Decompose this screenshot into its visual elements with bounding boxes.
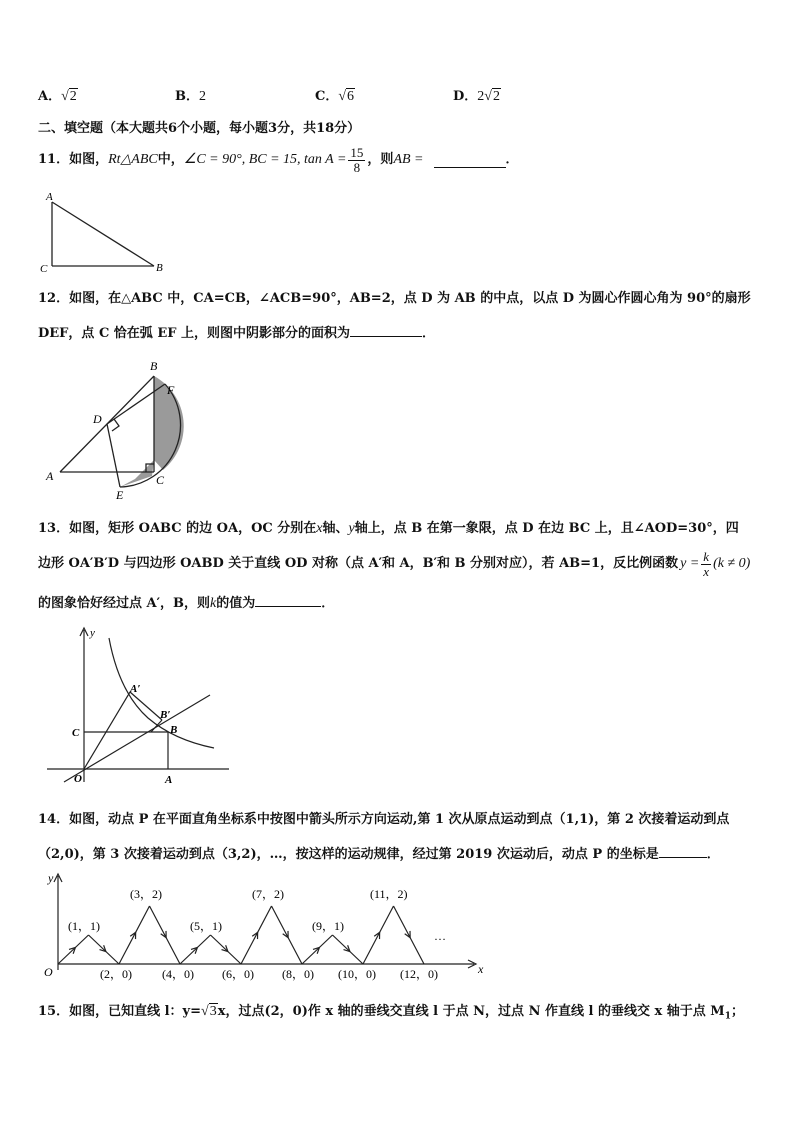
question-13-line3: 的图象恰好经过点 A′，B，则k的值为 ．: [38, 592, 334, 613]
question-13-line2: 边形 OA′B′D 与四边形 OABD 关于直线 OD 对称（点 A′和 A，B′和 B 分别对应），若 AB=1，反比例函数 y = $\frac{k}{x}$ (k ≠ 0): [38, 548, 751, 579]
label-x: x: [478, 962, 484, 976]
option-d: D．2√2: [453, 89, 500, 104]
question-14-line1: 14．如图，动点 P 在平面直角坐标系中按图中箭头所示方向运动,第 1 次从原点运动到点（1,1)，第 2 次接着运动到点: [38, 812, 730, 827]
q14-zigzag-figure: [36, 870, 486, 984]
label-y: y: [90, 627, 95, 639]
label-b-prime: B′: [160, 709, 171, 721]
label-c: C: [40, 263, 48, 275]
label-bottom-1: (2，0): [100, 967, 132, 981]
label-f: F: [167, 383, 175, 397]
label-o: O: [44, 965, 53, 979]
question-13-line1: 13．如图，矩形 OABC 的边 OA，OC 分别在x轴、y轴上，点 B 在第一象限，点 D 在边 BC 上，且∠AOD=30°，四: [38, 521, 739, 536]
path-segment-10: [333, 935, 364, 964]
answer-blank[interactable]: [255, 592, 321, 607]
question-11: 11．如图， Rt△ABC 中， ∠C = 90°, BC = 15, tan A = $\frac{15}{8}$ ，则 AB = ．: [38, 144, 519, 175]
path-segment-5: [180, 935, 211, 964]
path-segment-4: [150, 906, 181, 964]
label-o: O: [74, 773, 82, 785]
path-segment-6: [211, 935, 242, 964]
sqrt-symbol: √: [338, 89, 347, 104]
label-bottom-2: (4，0): [162, 967, 194, 981]
q13-coordinate-figure: [44, 622, 234, 790]
label-peak-3: (5，1): [190, 919, 222, 933]
path-segment-9: [302, 935, 333, 964]
option-c: C．√6: [315, 89, 355, 104]
label-c: C: [72, 727, 80, 739]
question-15: 15．如图，已知直线 l：y=√3x，过点(2，0)作 x 轴的垂线交直线 l 于点 N，过点 N 作直线 l 的垂线交 x 轴于点 $M_1$；: [38, 1004, 744, 1022]
answer-blank[interactable]: [659, 843, 707, 858]
label-peak-4: (7，2): [252, 887, 284, 901]
path-segment-7: [241, 906, 272, 964]
label-a: A: [46, 191, 53, 203]
label-d: D: [93, 412, 102, 426]
answer-blank[interactable]: [434, 153, 506, 168]
label-b: B: [156, 262, 163, 274]
label-peak-6: (11，2): [370, 887, 408, 901]
path-segment-1: [58, 935, 89, 964]
option-a: A．√2: [38, 89, 77, 104]
continuation-dots: …: [434, 929, 446, 943]
right-angle-d: [112, 419, 119, 431]
label-a: A: [165, 774, 173, 786]
label-y: y: [48, 871, 54, 885]
section-title: 二、填空题（本大题共6个小题，每小题3分，共18分）: [38, 121, 361, 136]
path-segment-12: [394, 906, 425, 964]
radius-de: [107, 424, 120, 487]
label-bottom-5: (10，0): [338, 967, 376, 981]
label-b: B: [150, 359, 158, 373]
label-bottom-3: (6，0): [222, 967, 254, 981]
path-segment-8: [272, 906, 303, 964]
label-a: A: [46, 469, 54, 483]
sqrt-symbol: √: [484, 89, 492, 104]
q12-sector-figure: [40, 356, 200, 504]
question-12-line1: 12．如图，在△ABC 中，CA=CB，∠ACB=90°，AB=2，点 D 为 AB 的中点，以点 D 为圆心作圆心角为 90°的扇形: [38, 291, 751, 306]
side-ab: [52, 202, 154, 266]
label-e: E: [116, 488, 124, 502]
label-c: C: [156, 473, 165, 487]
path-segment-2: [89, 935, 120, 964]
path-segment-3: [119, 906, 150, 964]
label-peak-1: (1，1): [68, 919, 100, 933]
path-segment-11: [363, 906, 394, 964]
sqrt-symbol: √: [61, 89, 69, 104]
sqrt-symbol: √: [201, 1004, 209, 1019]
label-peak-5: (9，1): [312, 919, 344, 933]
option-b: B．2: [175, 89, 206, 104]
label-bottom-4: (8，0): [282, 967, 314, 981]
segment-oa-prime: [84, 692, 130, 769]
answer-blank[interactable]: [350, 322, 422, 337]
question-14-line2: （2,0)，第 3 次接着运动到点（3,2)，…，按这样的运动规律，经过第 2019 次运动后，动点 P 的坐标是 ．: [38, 843, 720, 864]
question-12-line2: DEF，点 C 恰在弧 EF 上，则图中阴影部分的面积为 ．: [38, 322, 435, 343]
q11-triangle-figure: [36, 188, 176, 278]
label-bottom-6: (12，0): [400, 967, 438, 981]
label-peak-2: (3，2): [130, 887, 162, 901]
label-b: B: [170, 724, 178, 736]
label-a-prime: A′: [130, 683, 141, 695]
